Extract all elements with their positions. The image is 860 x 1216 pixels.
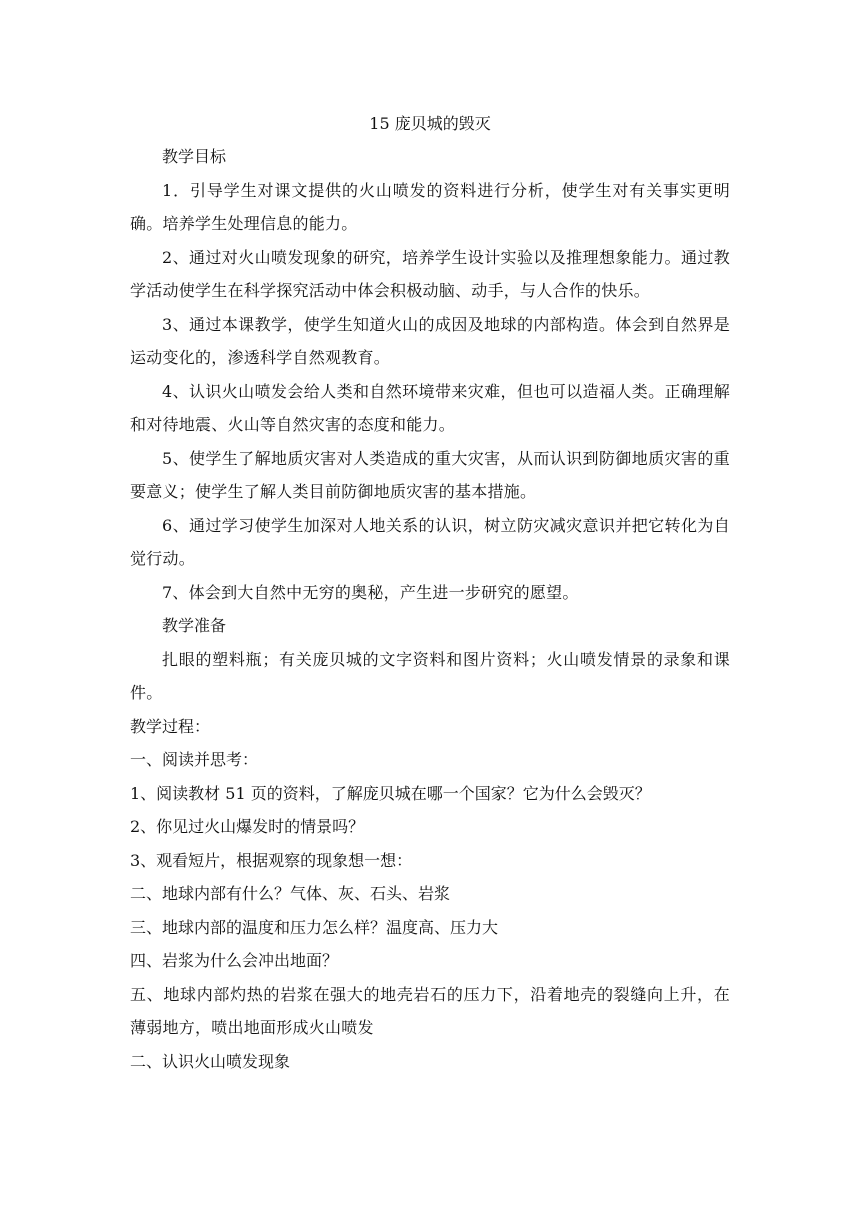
process-line-3: 2、你见过火山爆发时的情景吗？ xyxy=(130,817,365,836)
goal-item-6: 6、通过学习使学生加深对人地关系的认识，树立防灾减灾意识并把它转化为自觉行动。 xyxy=(130,515,730,568)
process-line-5: 二、地球内部有什么？气体、灰、石头、岩浆 xyxy=(130,884,451,903)
document-title: 15 庞贝城的毁灭 xyxy=(369,114,491,133)
document-body xyxy=(130,107,730,1078)
prep-text: 扎眼的塑料瓶；有关庞贝城的文字资料和图片资料；火山喷发情景的录象和课件。 xyxy=(130,649,730,702)
process-heading: 教学过程： xyxy=(130,716,211,736)
goal-item-3: 3、通过本课教学，使学生知道火山的成因及地球的内部构造。体会到自然界是运动变化的，渗透科学自然观教育。 xyxy=(130,314,730,367)
prep-heading: 教学准备 xyxy=(162,616,227,635)
process-line-2: 1、阅读教材 51 页的资料，了解庞贝城在哪一个国家？它为什么会毁灭？ xyxy=(130,783,651,803)
process-line-4: 3、观看短片，根据观察的现象想一想： xyxy=(130,850,413,870)
process-line-1: 一、阅读并思考： xyxy=(130,750,259,769)
process-line-6: 三、地球内部的温度和压力怎么样？温度高、压力大 xyxy=(130,917,499,937)
goal-item-2: 2、通过对火山喷发现象的研究，培养学生设计实验以及推理想象能力。通过教学活动使学生在科学探究活动中体会积极动脑、动手，与人合作的快乐。 xyxy=(130,247,730,300)
process-last-line: 二、认识火山喷发现象 xyxy=(130,1051,291,1071)
goal-item-4: 4、认识火山喷发会给人类和自然环境带来灾难，但也可以造福人类。正确理解和对待地震、火山等自然灾害的态度和能力。 xyxy=(130,381,730,434)
goal-item-7: 7、体会到大自然中无穷的奥秘，产生进一步研究的愿望。 xyxy=(162,582,579,602)
goals-heading: 教学目标 xyxy=(162,147,227,166)
goal-item-5: 5、使学生了解地质灾害对人类造成的重大灾害，从而认识到防御地质灾害的重要意义；使学生了解人类目前防御地质灾害的基本措施。 xyxy=(130,448,730,501)
goal-item-1: 1．引导学生对课文提供的火山喷发的资料进行分析，使学生对有关事实更明确。培养学生处理信息的能力。 xyxy=(130,180,730,233)
process-paragraph: 五、地球内部灼热的岩浆在强大的地壳岩石的压力下，沿着地壳的裂缝向上升，在薄弱地方，喷出地面形成火山喷发 xyxy=(130,984,730,1037)
process-line-7: 四、岩浆为什么会冲出地面？ xyxy=(130,951,339,970)
